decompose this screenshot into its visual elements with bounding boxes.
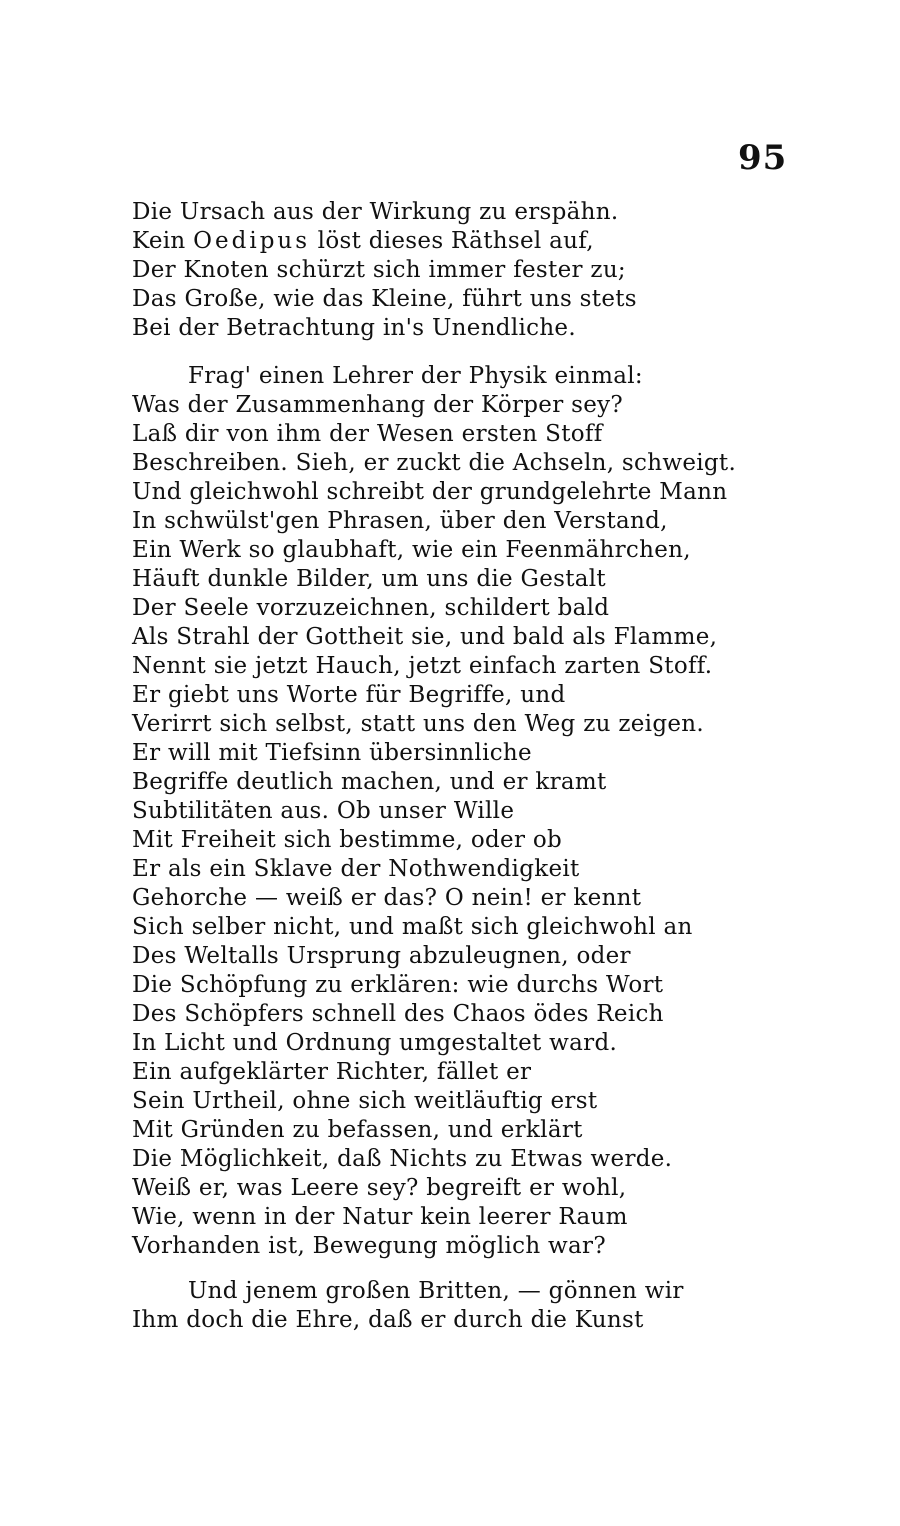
poem-line: Und gleichwohl schreibt der grundgelehrte Mann — [132, 479, 728, 505]
poem-line: In schwülst'gen Phrasen, über den Verstand, — [132, 508, 668, 534]
page-number: 95 — [738, 138, 788, 178]
poem-line: Bei der Betrachtung in's Unendliche. — [132, 315, 576, 341]
poem-line: Und jenem großen Britten, — gönnen wir — [188, 1278, 684, 1304]
line-text: löst dieses Räthsel auf, — [310, 228, 594, 254]
poem-line: Weiß er, was Leere sey? begreift er wohl, — [132, 1175, 627, 1201]
poem-line: Häuft dunkle Bilder, um uns die Gestalt — [132, 566, 606, 592]
poem-line: Nennt sie jetzt Hauch, jetzt einfach zarten Stoff. — [132, 653, 713, 679]
poem-line: Das Große, wie das Kleine, führt uns stets — [132, 286, 637, 312]
poem-line: Des Schöpfers schnell des Chaos ödes Reich — [132, 1001, 664, 1027]
poem-line: Der Seele vorzuzeichnen, schildert bald — [132, 595, 610, 621]
poem-line: Ein aufgeklärter Richter, fället er — [132, 1059, 532, 1085]
poem-line: Mit Freiheit sich bestimme, oder ob — [132, 827, 563, 853]
line-text: Kein — [132, 228, 194, 254]
poem-line: Verirrt sich selbst, statt uns den Weg zu zeigen. — [132, 711, 704, 737]
poem-line: Er will mit Tiefsinn übersinnliche — [132, 740, 532, 766]
poem-line: Des Weltalls Ursprung abzuleugnen, oder — [132, 943, 631, 969]
poem-line: Sein Urtheil, ohne sich weitläuftig erst — [132, 1088, 598, 1114]
poem-line: Was der Zusammenhang der Körper sey? — [132, 392, 624, 418]
poem-line: Als Strahl der Gottheit sie, und bald als Flamme, — [132, 624, 718, 650]
poem-line: In Licht und Ordnung umgestaltet ward. — [132, 1030, 618, 1056]
poem-line: Ein Werk so glaubhaft, wie ein Feenmährchen, — [132, 537, 691, 563]
poem-line: Beschreiben. Sieh, er zuckt die Achseln, schweigt. — [132, 450, 737, 476]
poem-line: Der Knoten schürzt sich immer fester zu; — [132, 257, 626, 283]
oedipus-name: Oedipus — [193, 228, 311, 254]
poem-line: Subtilitäten aus. Ob unser Wille — [132, 798, 515, 824]
poem-line: Mit Gründen zu befassen, und erklärt — [132, 1117, 583, 1143]
poem-line: Ihm doch die Ehre, daß er durch die Kunst — [132, 1307, 644, 1333]
poem-line: Frag' einen Lehrer der Physik einmal: — [188, 363, 643, 389]
poem-line: Er giebt uns Worte für Begriffe, und — [132, 682, 566, 708]
poem-line — [132, 227, 594, 255]
poem-line: Die Ursach aus der Wirkung zu erspähn. — [132, 199, 619, 225]
poem-line: Sich selber nicht, und maßt sich gleichwohl an — [132, 914, 693, 940]
poem-line: Wie, wenn in der Natur kein leerer Raum — [132, 1204, 628, 1230]
poem-line: Die Möglichkeit, daß Nichts zu Etwas werde. — [132, 1146, 673, 1172]
poem-line: Vorhanden ist, Bewegung möglich war? — [132, 1233, 606, 1259]
poem-line: Laß dir von ihm der Wesen ersten Stoff — [132, 421, 603, 447]
poem-line: Gehorche — weiß er das? O nein! er kennt — [132, 885, 642, 911]
poem-line: Die Schöpfung zu erklären: wie durchs Wort — [132, 972, 664, 998]
poem-line: Er als ein Sklave der Nothwendigkeit — [132, 856, 580, 882]
poem-line: Begriffe deutlich machen, und er kramt — [132, 769, 607, 795]
